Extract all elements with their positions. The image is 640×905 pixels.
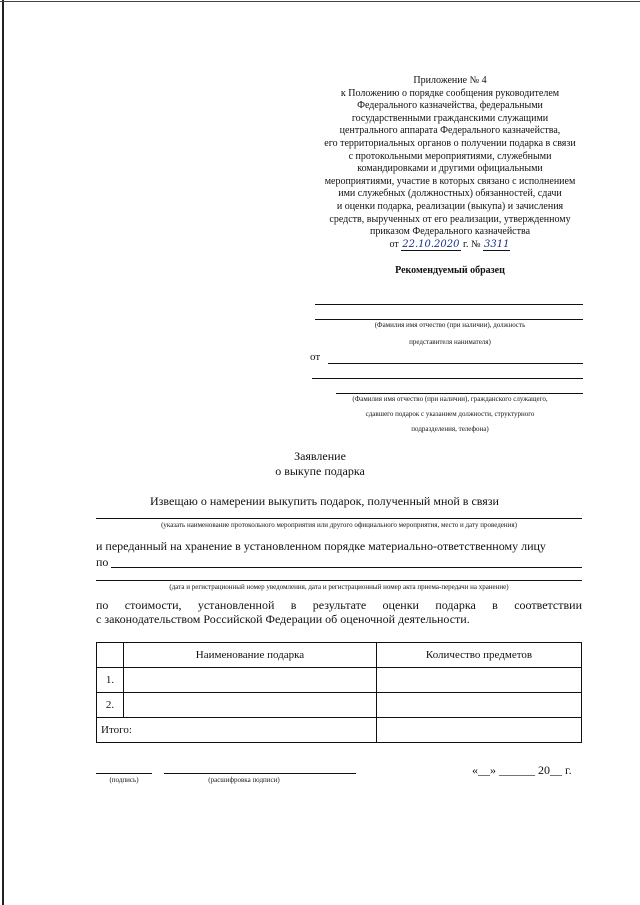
annex-line: мероприятиями, участие в которых связано с исполнением [324,175,576,187]
gifts-table [96,642,582,743]
sender-line-2[interactable] [312,378,583,379]
annex-date-line [300,239,600,252]
signature-line[interactable] [96,773,152,774]
annex-line: Федерального казначейства, федеральными [357,100,543,112]
recommended-sample-label: Рекомендуемый образец [395,265,505,276]
event-line[interactable] [96,518,582,519]
sender-caption-line: сдавшего подарок с указанием должности, структурного [365,410,535,418]
cost-line-2: с законодательством Российской Федерации об оценочной деятельности. [96,612,470,626]
number-prefix: г. № [463,238,481,250]
signature-date-field[interactable]: «__» ______ 20__ г. [472,763,572,777]
sender-caption-line: подразделения, телефона) [411,425,489,433]
row-num: 2. [97,693,124,718]
addressee-line-1[interactable] [315,304,583,305]
annex-line: его территориальных органов о получении подарка в связи [324,137,576,149]
header-cell-qty: Количество предметов [377,643,582,668]
total-qty-cell[interactable] [377,718,582,743]
sender-caption-line: (Фамилия имя отчество (при наличии), гражданского служащего, [352,395,548,403]
handwritten-number: 3311 [484,238,510,250]
event-caption: (указать наименование протокольного мероприятия или другого официального мероприятия, место и дату проведения) [161,521,517,529]
table-header-row [97,643,582,668]
annex-line: средств, вырученных от его реализации, утвержденному [329,213,571,225]
annex-header [300,75,600,251]
signature-decode-caption: (расшифровка подписи) [208,776,280,784]
annex-line: приказом Федерального казначейства [369,226,531,238]
header-cell-num [97,643,124,668]
addressee-caption-line: представителя нанимателя) [409,338,491,346]
addressee-caption [305,320,595,347]
annex-line: государственными гражданскими служащими [351,112,549,124]
row-num: 1. [97,668,124,693]
header-cell-name: Наименование подарка [124,643,377,668]
sender-line-1[interactable] [328,363,583,364]
addressee-caption-line: (Фамилия имя отчество (при наличии), должность [374,321,526,329]
storage-text: и переданный на хранение в установленном порядке материально-ответственному лицу [96,539,546,553]
row-qty-cell[interactable] [377,693,582,718]
date-prefix: от [389,238,399,250]
ot-label: от [310,351,321,363]
table-total-row [97,718,582,743]
annex-line: к Положению о порядке сообщения руководителем [340,87,560,99]
row-name-cell[interactable] [124,693,377,718]
notice-caption: (дата и регистрационный номер уведомления, дата и регистрационный номер акта приема-передачи на хранение) [169,583,509,591]
signature-decode-line[interactable] [164,773,356,774]
document-title: Заявление [294,449,346,463]
intro-text: Извещаю о намерении выкупить подарок, полученный мной в связи [150,494,499,508]
po-label: по [96,555,109,569]
table-row [97,668,582,693]
annex-line: Приложение № 4 [413,75,487,86]
responsible-line[interactable] [111,567,582,568]
annex-line: ими служебных (должностных) обязанностей, сдачи [338,188,562,200]
annex-line: командировками и другими официальными [357,163,543,175]
cost-line-1: по стоимости, установленной в результате оценки подарка в соответствии [96,598,582,612]
annex-line: и оценки подарка, реализации (выкупа) и зачисления [336,200,564,212]
annex-line: с протокольными мероприятиями, служебными [348,150,552,162]
scan-border-top [0,1,640,2]
annex-line: центрального аппарата Федерального казначейства, [339,125,561,137]
total-label: Итого: [97,718,377,743]
handwritten-date: 22.10.2020 [402,238,460,250]
document-subtitle: о выкупе подарка [275,464,365,478]
row-name-cell[interactable] [124,668,377,693]
table-row [97,693,582,718]
sender-caption [300,394,600,434]
row-qty-cell[interactable] [377,668,582,693]
signature-caption: (подпись) [109,776,139,784]
notice-line[interactable] [96,580,582,581]
